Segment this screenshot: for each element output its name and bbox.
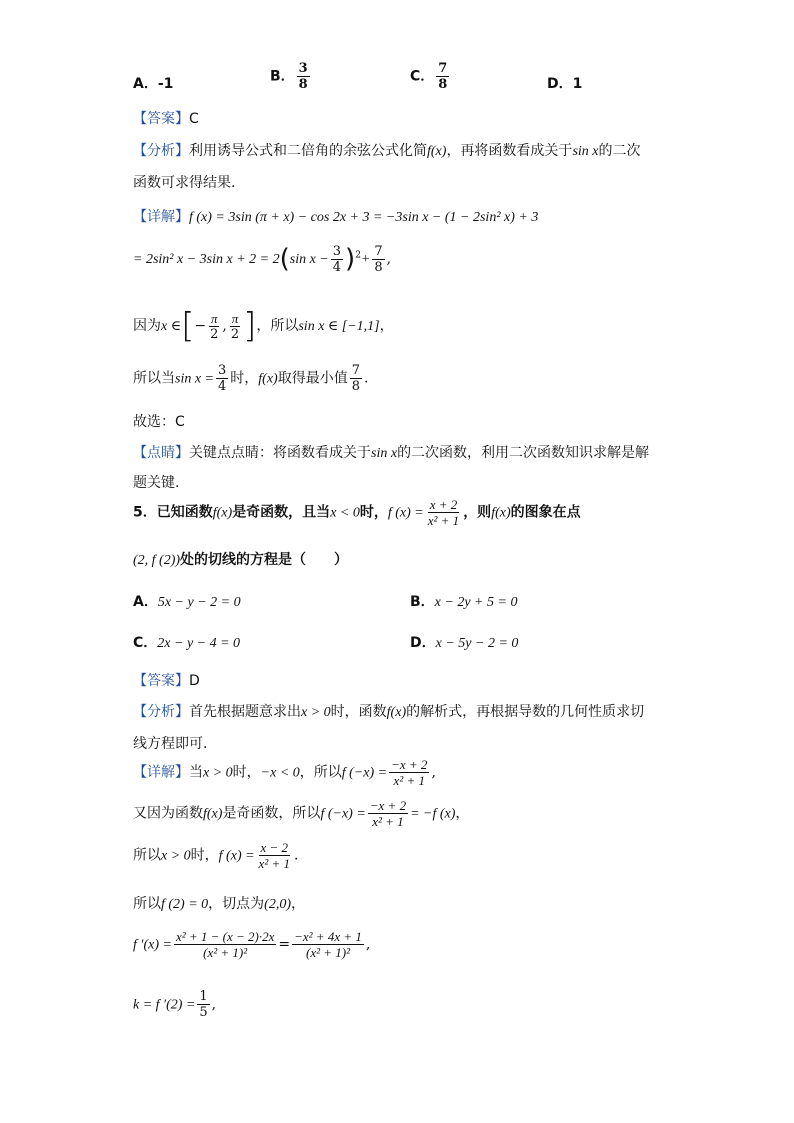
option-a xyxy=(133,73,173,93)
option-b-fraction: $\frac{3}{8}$ xyxy=(298,61,308,92)
q5-option-b: B．x − 2y + 5 = 0 xyxy=(410,594,518,610)
detail-tag: 【详解】 xyxy=(133,209,189,225)
option-c-fraction: $\frac{7}{8}$ xyxy=(438,61,448,92)
q5-detail-line4: 所以f (2) = 0，切点为(2,0)， xyxy=(133,896,305,912)
q5-detail-line3: 所以x > 0时，f (x) = $\frac{x - 2}{\text{x² + 1}}$ . xyxy=(133,840,299,871)
analysis-tag: 【分析】 xyxy=(133,143,189,159)
q5-stem-line2: (2, f (2))处的切线的方程是（ ） xyxy=(133,552,349,568)
q5-option-a: A．5x − y − 2 = 0 xyxy=(133,594,241,610)
q5-analysis-line2: 线方程即可. xyxy=(133,736,208,752)
q4-detail-line1: 【详解】f (x) = 3sin (π + x) − cos 2x + 3 = −3sin x − (1 − 2sin² x) + 3 xyxy=(133,209,539,225)
q5-detail-line1: 【详解】当x > 0时，−x < 0，所以f (−x) = $\frac{-x + 2}{\text{x² + 1}}$ , xyxy=(133,757,436,788)
q4-note-line2: 题关键. xyxy=(133,475,180,491)
q5-option-d: D．x − 5y − 2 = 0 xyxy=(410,635,519,651)
option-c-label: C． xyxy=(410,68,435,85)
q4-choose: 故选：C xyxy=(133,414,185,430)
option-d: D．1 xyxy=(547,76,583,92)
q5-answer: 【答案】D xyxy=(133,673,200,689)
q4-note: 【点睛】关键点点睛：将函数看成关于sin x的二次函数，利用二次函数知识求解是解 xyxy=(133,445,650,461)
option-a-text: A．-1 xyxy=(133,76,174,92)
note-tag: 【点睛】 xyxy=(133,445,189,461)
q4-since-line: 因为x ∈[− $\frac{\pi}{2}$ , $\frac{\pi}{2}$ ]，所以sin x ∈ [−1,1]， xyxy=(133,306,394,346)
q5-detail-line2: 又因为函数f(x)是奇函数，所以f (−x) = $\frac{-x + 2}{\text{x² + 1}}$ = −f (x)， xyxy=(133,798,470,829)
option-c xyxy=(410,62,451,91)
answer-tag: 【答案】 xyxy=(133,111,189,127)
option-b-label: B． xyxy=(270,68,295,85)
q4-analysis: 【分析】利用诱导公式和二倍角的余弦公式化简f(x)，再将函数看成关于sin x的二次 xyxy=(133,143,641,159)
q4-answer xyxy=(133,108,199,128)
q5-stem-line1: 5．已知函数f(x)是奇函数，且当x < 0时，f (x) = $\frac{x + 2}{\text{x² + 1}}$ ，则f(x)的图象在点 xyxy=(133,497,581,528)
q4-detail-line2: = 2sin² x − 3sin x + 2 = 2(sin x − $\frac{3}{4}$ )$^2$+ $\frac{7}{8}$ , xyxy=(133,243,392,275)
q4-analysis-line2: 函数可求得结果. xyxy=(133,175,236,191)
answer-value: C xyxy=(189,111,199,127)
q5-slope-line: k = f ′(2) = $\frac{1}{5}$ , xyxy=(133,989,217,1020)
q5-analysis: 【分析】首先根据题意求出x > 0时，函数f(x)的解析式，再根据导数的几何性质求切 xyxy=(133,704,645,720)
q5-option-c: C．2x − y − 4 = 0 xyxy=(133,635,241,651)
option-b xyxy=(270,62,312,91)
q5-derivative-line: f ′(x) = $\frac{\text{x² + 1 − (x − 2)·2x}}{\text{(x² + 1)²}}$ = $\frac{\text{−x² + 4x + 1}}{\text{(x² + 1)²}}$ , xyxy=(133,929,371,960)
q4-min-line: 所以当sin x = $\frac{3}{4}$ 时，f(x)取得最小值 $\frac{7}{8}$ . xyxy=(133,363,369,394)
